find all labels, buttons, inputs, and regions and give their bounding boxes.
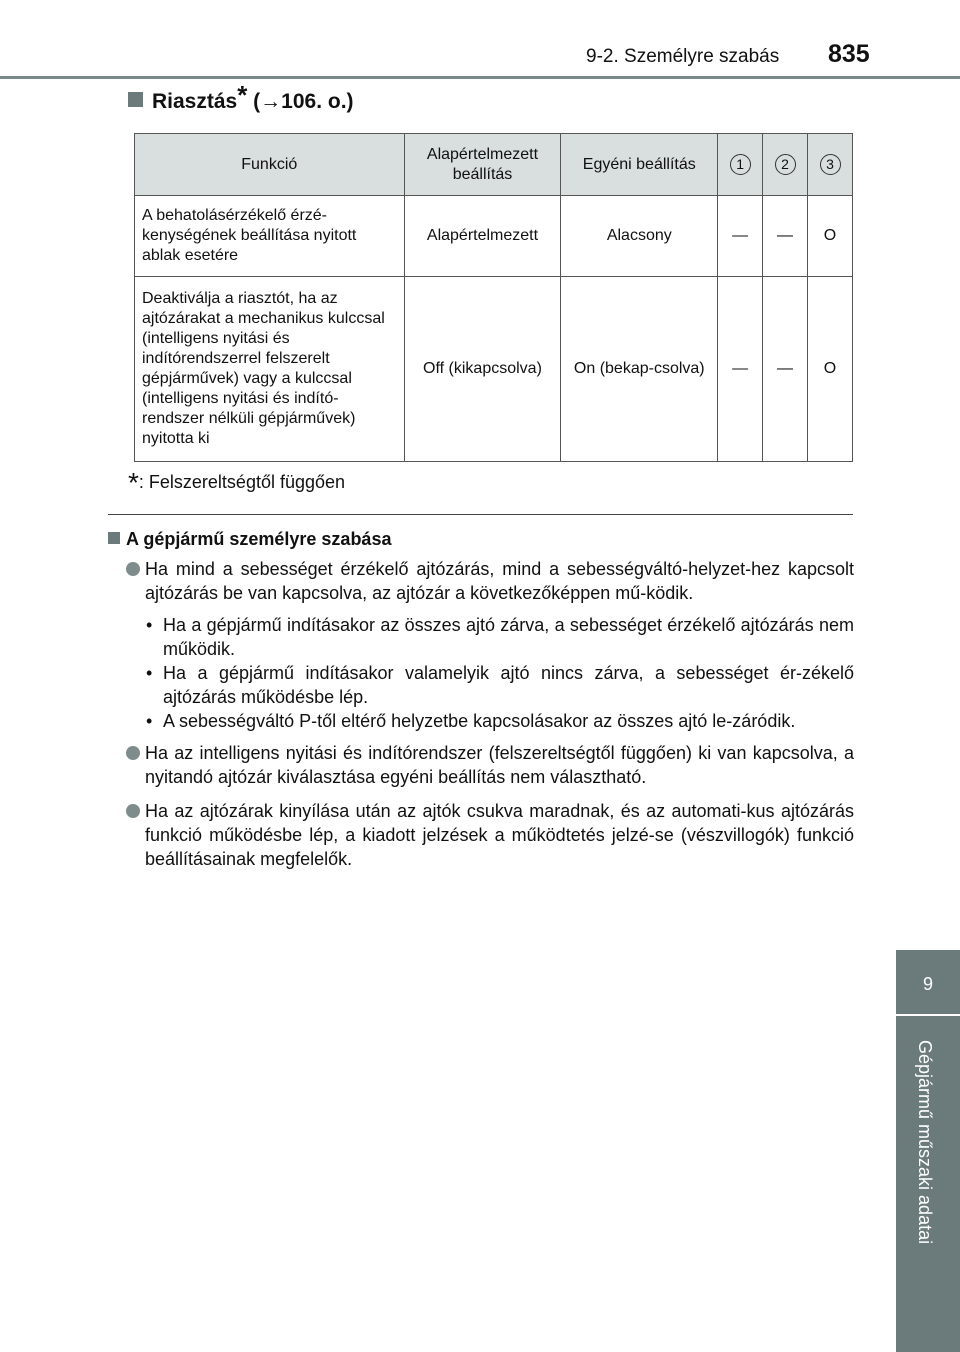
- bullet-mark: •: [146, 711, 153, 731]
- cell-custom: On (bekap-csolva): [561, 277, 718, 462]
- list-item: [126, 661, 854, 709]
- footnote-asterisk: *: [128, 467, 139, 498]
- table-row: [135, 196, 853, 277]
- reference-open: (: [247, 90, 261, 113]
- subsection-body: [126, 557, 854, 881]
- chapter-tab-divider: [896, 1014, 960, 1016]
- section-divider: [108, 514, 853, 515]
- page-reference: 106. o.): [281, 90, 354, 113]
- section-title: [128, 80, 354, 114]
- subsection-title-text: A gépjármű személyre szabása: [126, 529, 392, 549]
- cell-method-2: —: [763, 196, 808, 277]
- cell-default: Off (kikapcsolva): [404, 277, 561, 462]
- list-item: [126, 613, 854, 661]
- page-number: 835: [828, 40, 870, 68]
- cell-default: Alapértelmezett: [404, 196, 561, 277]
- list-item-text: A sebességváltó P-től eltérő helyzetbe kapcsolásakor az összes ajtó le-záródik.: [163, 711, 796, 731]
- asterisk-mark: *: [237, 80, 248, 110]
- list-item-text: Ha a gépjármű indításakor az összes ajtó zárva, a sebességet érzékelő ajtózárás nem működik.: [163, 615, 854, 659]
- round-bullet-icon: [126, 746, 140, 760]
- list-item: [126, 709, 854, 733]
- chapter-number: 9: [922, 974, 933, 994]
- table-header-row: [135, 134, 853, 196]
- paragraph: [126, 799, 854, 871]
- running-header: 9-2. Személyre szabás: [586, 46, 780, 67]
- cell-method-2: —: [763, 277, 808, 462]
- table-row: [135, 277, 853, 462]
- arrow-icon: →: [260, 90, 282, 113]
- subsection-title: [108, 529, 391, 550]
- header-method-1: [718, 134, 763, 196]
- paragraph: [126, 557, 854, 605]
- header-method-2: [763, 134, 808, 196]
- list-item-text: Ha a gépjármű indításakor valamelyik ajtó nincs zárva, a sebességet ér-zékelő ajtózárás működésbe lép.: [163, 663, 854, 707]
- bullet-mark: •: [146, 663, 153, 683]
- paragraph-text: Ha mind a sebességet érzékelő ajtózárás, mind a sebességváltó-helyzet-hez kapcsolt ajtózárás be van kapcsolva, az ajtózár a következőképpen mű-ködik.: [145, 559, 854, 603]
- paragraph-text: Ha az intelligens nyitási és indítórendszer (felszereltségtől függően) ki van kapcsolva, a nyitandó ajtózár kiválasztása egyéni beállítás nem választható.: [145, 743, 854, 787]
- bullet-list: [126, 613, 854, 733]
- header-method-3: [808, 134, 853, 196]
- bullet-mark: •: [146, 615, 153, 635]
- settings-table: [134, 133, 853, 462]
- circled-number-3: 3: [820, 154, 841, 175]
- square-bullet-icon: [108, 532, 120, 544]
- cell-method-1: —: [718, 277, 763, 462]
- circled-number-2: 2: [775, 154, 796, 175]
- cell-method-3: O: [808, 196, 853, 277]
- cell-method-3: O: [808, 277, 853, 462]
- round-bullet-icon: [126, 804, 140, 818]
- paragraph: [126, 741, 854, 789]
- cell-custom: Alacsony: [561, 196, 718, 277]
- header-default-setting: Alapértelmezett beállítás: [404, 134, 561, 196]
- round-bullet-icon: [126, 562, 140, 576]
- footnote-text: : Felszereltségtől függően: [138, 472, 346, 492]
- chapter-tab: [896, 950, 960, 1352]
- cell-function: Deaktiválja a riasztót, ha az ajtózárakat a mechanikus kulccsal (intelligens nyitási és indítórendszerrel felszerelt gépjárművek) vagy a kulccsal (intelligens nyitási és indító-rendszer nélküli gépjárművek) nyitotta ki: [135, 277, 405, 462]
- square-bullet-icon: [128, 92, 143, 107]
- header-rule: [0, 76, 960, 79]
- footnote: [128, 467, 346, 498]
- paragraph-text: Ha az ajtózárak kinyílása után az ajtók csukva maradnak, és az automati-kus ajtózárás funkció működésbe lép, a kiadott jelzések a működtetés jelzé-se (vészvillogók) funkció beállításainak megfelelők.: [145, 801, 854, 869]
- header-custom-setting: Egyéni beállítás: [561, 134, 718, 196]
- cell-function: A behatolásérzékelő érzé-kenységének beállítása nyitott ablak esetére: [135, 196, 405, 277]
- cell-method-1: —: [718, 196, 763, 277]
- circled-number-1: 1: [730, 154, 751, 175]
- chapter-label: Gépjármű műszaki adatai: [915, 1040, 935, 1245]
- section-title-text: Riasztás: [152, 90, 238, 113]
- header-function: Funkció: [135, 134, 405, 196]
